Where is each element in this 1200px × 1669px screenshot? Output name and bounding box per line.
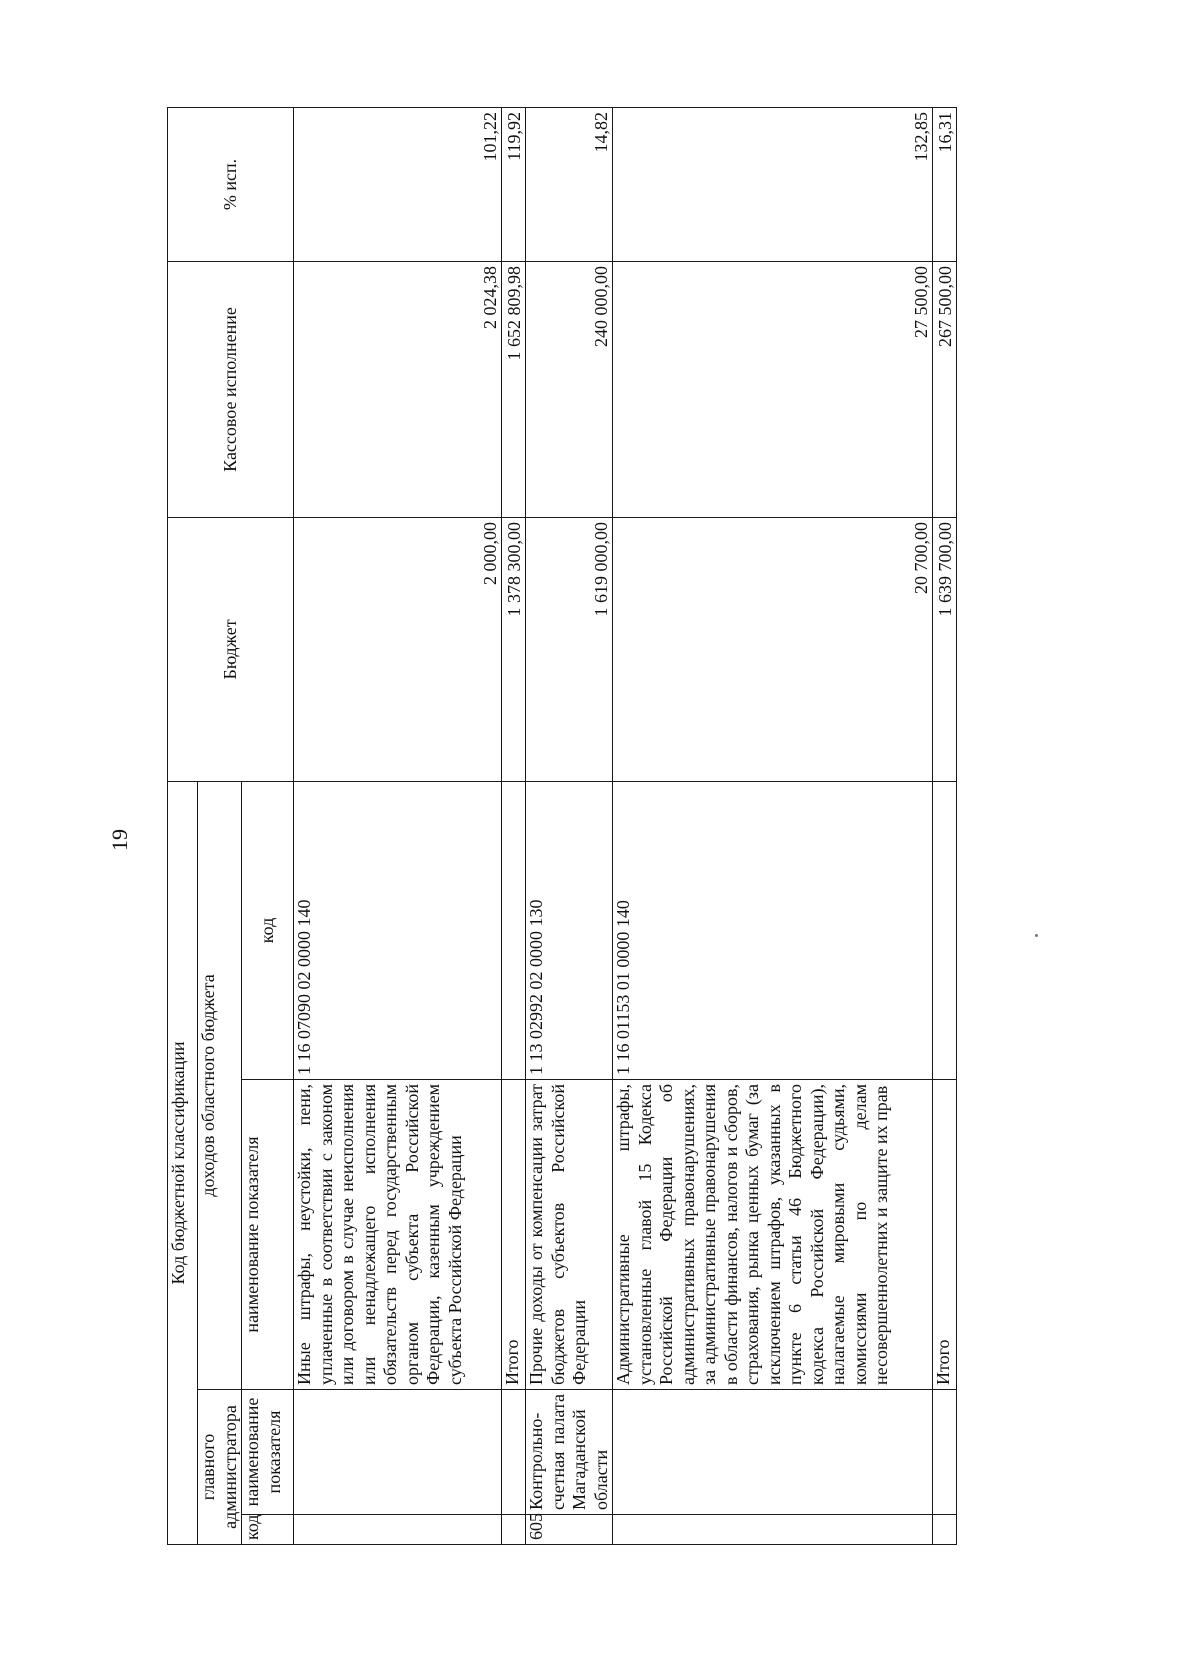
page-number: 19	[107, 829, 132, 851]
header-income-code: код	[242, 781, 294, 1079]
budget-total-cell: 1 378 300,00	[502, 517, 526, 781]
header-chief-admin: главного администратора	[198, 1390, 242, 1545]
income-code-cell: 1 13 02992 02 0000 130	[526, 781, 613, 1079]
table-row	[526, 107, 613, 1544]
header-admin-code: код	[242, 1515, 294, 1545]
budget-cell: 2 000,00	[294, 517, 502, 781]
header-admin-name: наименование показателя	[242, 1390, 294, 1515]
admin-name-cell	[294, 1390, 502, 1515]
admin-code-cell	[613, 1515, 933, 1545]
budget-cell: 1 619 000,00	[526, 517, 613, 781]
budget-table	[167, 107, 957, 1545]
table-row-total	[933, 107, 957, 1544]
income-code-cell: 1 16 01153 01 0000 140	[613, 781, 933, 1079]
admin-code-cell: 605	[526, 1515, 613, 1545]
admin-name-cell: Контрольно-счетная палата Магаданской области	[526, 1390, 613, 1515]
cash-cell: 240 000,00	[526, 261, 613, 517]
indicator-name-cell: Иные штрафы, неустойки, пени, уплаченные в соответствии с законом или договором в случае неисполнения или ненадлежащего исполнения обязательств перед государственным органом субъекта Российской Федерации, казенным учреждением субъекта Российской Федерации	[294, 1080, 502, 1390]
cash-cell: 2 024,38	[294, 261, 502, 517]
header-budget: Бюджет	[168, 517, 294, 781]
table-row	[294, 107, 502, 1544]
percent-cell: 101,22	[294, 107, 502, 261]
header-classification: Код бюджетной классификации	[168, 781, 198, 1544]
header-percent: % исп.	[168, 107, 294, 261]
indicator-name-cell: Административные штрафы, установленные главой 15 Кодекса Российской Федерации об административных правонарушениях, за административные правонарушения в области финансов, налогов и сборов, страхования, рынка ценных бумаг (за исключением штрафов, указанных в пункте 6 статьи 46 Бюджетного кодекса Российской Федерации), налагаемые мировыми судьями, комиссиями по делам несовершеннолетних и защите их прав	[613, 1080, 933, 1390]
total-label: Итого	[933, 1080, 957, 1390]
admin-name-cell	[613, 1390, 933, 1515]
budget-cell: 20 700,00	[613, 517, 933, 781]
income-code-cell: 1 16 07090 02 0000 140	[294, 781, 502, 1079]
scan-dot	[1035, 934, 1038, 937]
header-indicator-name: наименование показателя	[242, 1080, 294, 1390]
total-label: Итого	[502, 1080, 526, 1390]
percent-total-cell: 16,31	[933, 107, 957, 261]
cash-total-cell: 267 500,00	[933, 261, 957, 517]
header-cash-execution: Кассовое исполнение	[168, 261, 294, 517]
budget-total-cell: 1 639 700,00	[933, 517, 957, 781]
percent-cell: 14,82	[526, 107, 613, 261]
admin-code-cell	[294, 1515, 502, 1545]
header-income: доходов областного бюджета	[198, 781, 242, 1389]
cash-cell: 27 500,00	[613, 261, 933, 517]
percent-total-cell: 119,92	[502, 107, 526, 261]
cash-total-cell: 1 652 809,98	[502, 261, 526, 517]
indicator-name-cell: Прочие доходы от компенсации затрат бюджетов субъектов Российской Федерации	[526, 1080, 613, 1390]
table-row-total	[502, 107, 526, 1544]
rotated-page-content	[167, 108, 1021, 1545]
table-row	[613, 107, 933, 1544]
percent-cell: 132,85	[613, 107, 933, 261]
